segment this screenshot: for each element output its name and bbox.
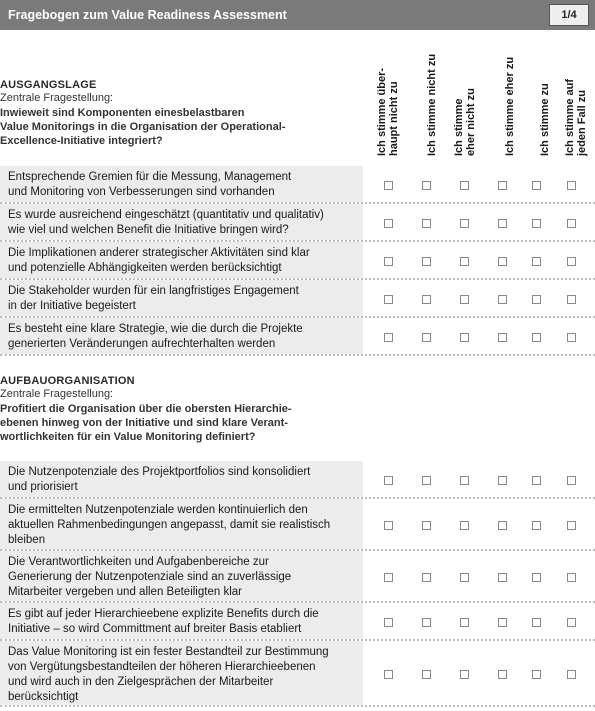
column-header-label: Ich stimme auf jeden Fall zu bbox=[564, 78, 588, 156]
section-title: AUSGANGSLAGE bbox=[0, 79, 97, 91]
rating-checkbox-3[interactable] bbox=[460, 295, 469, 304]
rating-checkbox-2[interactable] bbox=[422, 573, 431, 582]
rating-checkbox-2[interactable] bbox=[422, 333, 431, 342]
rating-checkbox-4[interactable] bbox=[498, 295, 507, 304]
rating-checkbox-1[interactable] bbox=[384, 295, 393, 304]
rating-checkbox-2[interactable] bbox=[422, 257, 431, 266]
question-row bbox=[0, 318, 595, 356]
question-text: Die ermittelten Nutzenpotenziale werden kontinuierlich den aktuellen Rahmenbedingungen angepasst, damit sie realistisch bleiben bbox=[0, 499, 363, 549]
rating-checkbox-2[interactable] bbox=[422, 181, 431, 190]
column-header-6 bbox=[564, 40, 595, 160]
rating-checkbox-1[interactable] bbox=[384, 476, 393, 485]
rating-checkbox-1[interactable] bbox=[384, 670, 393, 679]
question-row bbox=[0, 280, 595, 318]
rating-checkbox-1[interactable] bbox=[384, 573, 393, 582]
rating-checkbox-5[interactable] bbox=[532, 219, 541, 228]
column-header-label: Ich stimme nicht zu bbox=[426, 53, 438, 156]
rating-checkbox-6[interactable] bbox=[567, 219, 576, 228]
section-title: AUFBAUORGANISATION bbox=[0, 375, 135, 387]
rating-checkbox-3[interactable] bbox=[460, 573, 469, 582]
rating-checkbox-2[interactable] bbox=[422, 670, 431, 679]
rating-checkbox-6[interactable] bbox=[567, 670, 576, 679]
rating-checkbox-5[interactable] bbox=[532, 670, 541, 679]
section-question: Profitiert die Organisation über die obersten Hierarchie- ebenen hinweg von der Initiative und sind klare Verant- wortlichkeiten für ein Value Monitoring definiert? bbox=[0, 403, 292, 443]
rating-checkbox-4[interactable] bbox=[498, 618, 507, 627]
column-header-label: Ich stimme über- haupt nicht zu bbox=[376, 67, 400, 156]
column-header-label: Ich stimme eher nicht zu bbox=[453, 88, 477, 156]
rating-checkbox-6[interactable] bbox=[567, 618, 576, 627]
rating-checkbox-4[interactable] bbox=[498, 219, 507, 228]
question-row bbox=[0, 242, 595, 280]
question-text: Es gibt auf jeder Hierarchieebene explizite Benefits durch die Initiative – so wird Committment auf breiter Basis etabliert bbox=[0, 603, 363, 639]
rating-checkbox-5[interactable] bbox=[532, 521, 541, 530]
column-header-4 bbox=[492, 40, 524, 160]
rating-checkbox-6[interactable] bbox=[567, 257, 576, 266]
rating-checkbox-4[interactable] bbox=[498, 181, 507, 190]
rating-checkbox-4[interactable] bbox=[498, 521, 507, 530]
rating-checkbox-1[interactable] bbox=[384, 257, 393, 266]
question-text: Entsprechende Gremien für die Messung, Management und Monitoring von Verbesserungen sind vorhanden bbox=[0, 166, 363, 202]
question-text: Die Verantwortlichkeiten und Aufgabenbereiche zur Generierung der Nutzenpotenziale sind an zuverlässige Mitarbeiter vergeben und allen Beteiligten klar bbox=[0, 551, 363, 601]
question-row bbox=[0, 603, 595, 641]
rating-checkbox-5[interactable] bbox=[532, 573, 541, 582]
question-row bbox=[0, 551, 595, 603]
column-header-5 bbox=[527, 40, 559, 160]
rating-checkbox-2[interactable] bbox=[422, 476, 431, 485]
rating-checkbox-6[interactable] bbox=[567, 521, 576, 530]
rating-checkbox-5[interactable] bbox=[532, 333, 541, 342]
question-text: Das Value Monitoring ist ein fester Bestandteil zur Bestimmung von Vergütungsbestandteilen der höheren Hierarchieebenen und wird auch in den Zielgesprächen der Mitarbeiter berücksichtigt bbox=[0, 641, 363, 705]
column-header-1 bbox=[376, 40, 408, 160]
rating-checkbox-6[interactable] bbox=[567, 333, 576, 342]
rating-checkbox-1[interactable] bbox=[384, 521, 393, 530]
rating-checkbox-5[interactable] bbox=[532, 181, 541, 190]
question-row bbox=[0, 204, 595, 242]
rating-checkbox-1[interactable] bbox=[384, 333, 393, 342]
rating-column-headers bbox=[363, 40, 595, 160]
rating-checkbox-1[interactable] bbox=[384, 181, 393, 190]
question-text: Es wurde ausreichend eingeschätzt (quantitativ und qualitativ) wie viel und welchen Benefit die Initiative bringen wird? bbox=[0, 204, 363, 240]
question-text: Die Implikationen anderer strategischer Aktivitäten sind klar und potenzielle Abhängigkeiten werden berücksichtigt bbox=[0, 242, 363, 278]
column-header-3 bbox=[453, 40, 485, 160]
rating-checkbox-1[interactable] bbox=[384, 618, 393, 627]
column-header-2 bbox=[414, 40, 446, 160]
rating-checkbox-4[interactable] bbox=[498, 476, 507, 485]
page-indicator: 1/4 bbox=[549, 4, 589, 26]
rating-checkbox-3[interactable] bbox=[460, 618, 469, 627]
rating-checkbox-3[interactable] bbox=[460, 333, 469, 342]
rating-checkbox-2[interactable] bbox=[422, 295, 431, 304]
section-subtitle: Zentrale Fragestellung: bbox=[0, 388, 114, 400]
rating-checkbox-2[interactable] bbox=[422, 219, 431, 228]
title-bar bbox=[0, 0, 595, 30]
rating-checkbox-4[interactable] bbox=[498, 257, 507, 266]
question-row bbox=[0, 499, 595, 551]
rating-checkbox-1[interactable] bbox=[384, 219, 393, 228]
rating-checkbox-4[interactable] bbox=[498, 670, 507, 679]
section-question: Inwieweit sind Komponenten einesbelastbaren Value Monitorings in die Organisation der Operational- Excellence-Initiative integriert? bbox=[0, 107, 286, 147]
question-text: Die Nutzenpotenziale des Projektportfolios sind konsolidiert und priorisiert bbox=[0, 461, 363, 497]
rating-checkbox-3[interactable] bbox=[460, 521, 469, 530]
rating-checkbox-3[interactable] bbox=[460, 670, 469, 679]
rating-checkbox-4[interactable] bbox=[498, 333, 507, 342]
rating-checkbox-6[interactable] bbox=[567, 295, 576, 304]
section-aufbauorganisation bbox=[0, 375, 363, 444]
rating-checkbox-5[interactable] bbox=[532, 257, 541, 266]
rating-checkbox-2[interactable] bbox=[422, 521, 431, 530]
question-row bbox=[0, 166, 595, 204]
question-text: Es besteht eine klare Strategie, wie die durch die Projekte generierten Veränderungen aufrechterhalten werden bbox=[0, 318, 363, 354]
rating-checkbox-6[interactable] bbox=[567, 476, 576, 485]
rating-checkbox-6[interactable] bbox=[567, 573, 576, 582]
rating-checkbox-5[interactable] bbox=[532, 618, 541, 627]
rating-checkbox-3[interactable] bbox=[460, 181, 469, 190]
rating-checkbox-4[interactable] bbox=[498, 573, 507, 582]
question-row bbox=[0, 461, 595, 499]
rating-checkbox-5[interactable] bbox=[532, 476, 541, 485]
section-subtitle: Zentrale Fragestellung: bbox=[0, 92, 114, 104]
question-row bbox=[0, 641, 595, 707]
rating-checkbox-2[interactable] bbox=[422, 618, 431, 627]
rating-checkbox-3[interactable] bbox=[460, 219, 469, 228]
rating-checkbox-3[interactable] bbox=[460, 476, 469, 485]
question-text: Die Stakeholder wurden für ein langfristiges Engagement in der Initiative begeistert bbox=[0, 280, 363, 316]
rating-checkbox-6[interactable] bbox=[567, 181, 576, 190]
form-title: Fragebogen zum Value Readiness Assessment bbox=[8, 8, 287, 22]
rating-checkbox-3[interactable] bbox=[460, 257, 469, 266]
column-header-label: Ich stimme eher zu bbox=[504, 56, 516, 156]
column-header-label: Ich stimme zu bbox=[539, 83, 551, 156]
section-ausgangslage bbox=[0, 79, 363, 148]
rating-checkbox-5[interactable] bbox=[532, 295, 541, 304]
